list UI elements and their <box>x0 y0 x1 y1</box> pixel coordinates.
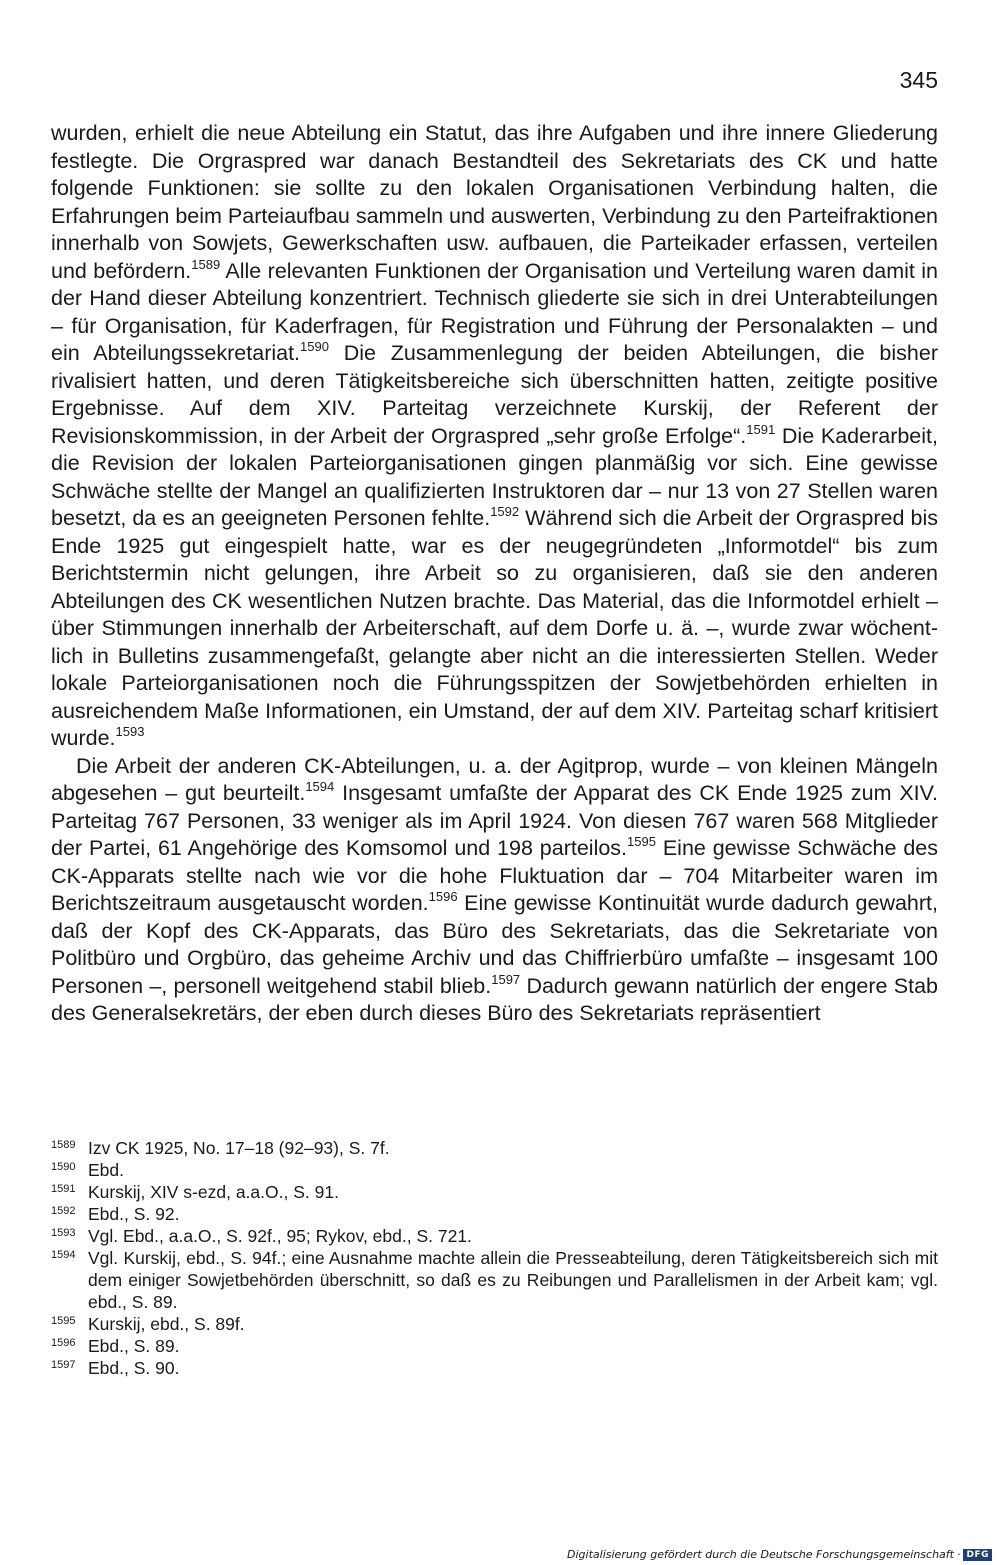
text-segment: Eine gewisse Schwäche des CK-Apparats stellte nach wie vor die hohe Fluktuation dar – 704 Mitarbeiter waren im Berichtszeitraum ausgetauscht worden. <box>51 836 938 915</box>
text-segment: Alle relevanten Funktionen der Organisation und Verteilung waren damit in der Hand dieser Abteilung konzentriert. Technisch gliederte sie sich in drei Unterabteilungen – für Organisation, für Kaderfragen, für Registration und Führung der Personalakten – und ein Abteilungssekretariat. <box>51 258 938 365</box>
footnote-reference: 1589 <box>191 256 221 272</box>
text-segment: Die Arbeit der anderen CK-Abteilungen, u. a. der Agitprop, wurde – von kleinen Mängeln abgesehen – gut beurteilt. <box>51 753 938 805</box>
text-segment: wurden, erhielt die neue Abteilung ein Statut, das ihre Aufgaben und ihre innere Gliederung festlegte. Die Orgraspred war danach Bestandteil des Sekretariats des CK und hatte folgende Funktionen: sie sollte zu den lokalen Organisationen Verbindung halten, die Erfahrungen beim Parteiaufbau sammeln und auswerten, Verbindung zu den Parteifraktionen innerhalb von Sowjets, Gewerkschaften usw. aufbauen, die Parteikader erfassen, verteilen und befördern. <box>51 121 938 283</box>
footnote-text: Kurskij, ebd., S. 89f. <box>88 1314 245 1334</box>
footnote-reference: 1590 <box>300 339 329 354</box>
footnote-number: 1595 <box>51 1315 76 1327</box>
footnote-number: 1589 <box>51 1139 76 1151</box>
footnote-text: Ebd., S. 89. <box>88 1336 180 1356</box>
footnote-number: 1592 <box>51 1205 76 1217</box>
footnote-number: 1591 <box>51 1183 76 1195</box>
footnote <box>51 1357 938 1379</box>
text-segment: Eine gewisse Kontinuität wurde dadurch gewahrt, daß der Kopf des CK-Apparats, das Büro des Sekretariats, das die Sekretariate von Politbüro und Orgbüro, das geheime Archiv und das Chiffrierbüro umfaßte – insgesamt 100 Personen –, personell weitgehend stabil blieb. <box>51 891 938 998</box>
footnote <box>51 1137 938 1159</box>
footnote <box>51 1313 938 1335</box>
footnote <box>51 1181 938 1203</box>
page-number: 345 <box>899 67 938 93</box>
footnote-reference: 1596 <box>428 889 458 904</box>
footnote-text: Vgl. Kurskij, ebd., S. 94f.; eine Ausnahme machte allein die Presseabteilung, deren Tätigkeitsbereich sich mit dem einiger Sowjetbehörden überschnitt, so daß es zu Reibungen und Parallelismen in der Arbeit kam; vgl. ebd., S. 89. <box>88 1248 938 1312</box>
footnote-reference: 1594 <box>305 779 335 794</box>
footnotes-section <box>51 1137 938 1379</box>
footnote-number: 1590 <box>51 1161 76 1173</box>
footnote-text: Kurskij, XIV s-ezd, a.a.O., S. 91. <box>88 1182 339 1202</box>
credit-text: Digitalisierung gefördert durch die Deutsche Forschungsgemeinschaft <box>567 1548 954 1561</box>
dfg-logo-icon: DFG <box>963 1549 992 1561</box>
paragraph <box>51 753 938 1028</box>
text-segment: Die Zusammenlegung der beiden Abteilungen, die bisher rivalisiert hatten, und deren Tätigkeitsbereiche sich überschnitten hatten, zeitigte positive Ergebnisse. Auf dem XIV. Parteitag verzeichnete Kurskij, der Referent der Revisionskommission, in der Arbeit der Orgraspred „sehr große Erfolge“. <box>51 341 938 448</box>
footnote <box>51 1159 938 1181</box>
footnote <box>51 1225 938 1247</box>
footnote-reference: 1592 <box>490 504 520 519</box>
paragraph <box>51 120 938 753</box>
footnote <box>51 1335 938 1357</box>
footnote <box>51 1203 938 1225</box>
text-segment: Die Kaderarbeit, die Revision der lokalen Parteiorganisationen gingen planmäßig vor sich. Eine gewisse Schwäche stellte der Mangel an qualifizierten Instruktoren dar – nur 13 von 27 Stellen waren besetzt, da es an geeigneten Personen fehlte. <box>51 423 938 530</box>
footnote-number: 1594 <box>51 1249 76 1261</box>
body-text <box>51 120 938 1028</box>
footnote-text: Ebd., S. 90. <box>88 1358 180 1378</box>
digitization-credit: Digitalisierung gefördert durch die Deutsche Forschungsgemeinschaft · DFG <box>567 1548 992 1561</box>
text-segment: Insgesamt umfaßte der Apparat des CK Ende 1925 zum XIV. Parteitag 767 Personen, 33 weniger als im April 1924. Von diesen 767 waren 568 Mitglieder der Partei, 61 Angehörige des Komsomol und 198 parteilos. <box>51 781 938 860</box>
footnote-reference: 1597 <box>491 971 521 987</box>
footnote-text: Ebd. <box>88 1160 124 1180</box>
footnote-number: 1593 <box>51 1227 76 1239</box>
footnote-text: Vgl. Ebd., a.a.O., S. 92f., 95; Rykov, ebd., S. 721. <box>88 1226 472 1246</box>
text-segment: Während sich die Arbeit der Orgraspred bis Ende 1925 gut eingespielt hatte, war es der neugegründeten „Informotdel“ bis zum Berichtstermin nicht gelungen, ihre Arbeit so zu organisieren, daß sie den anderen Abteilungen des CK wesentlichen Nutzen brachte. Das Material, das die Informotdel erhielt – über Stimmungen innerhalb der Arbeiterschaft, auf dem Dorfe u. ä. –, wurde zwar wöchentlich in Bulletins zusammengefaßt, gelangte aber nicht an die interessierten Stellen. Weder lokale Parteiorganisationen noch die Führungsspitzen der Sowjetbehörden erhielten in ausreichendem Maße Informationen, ein Umstand, der auf dem XIV. Parteitag scharf kritisiert wurde. <box>51 506 938 750</box>
footnote-number: 1597 <box>51 1359 76 1371</box>
text-segment: Dadurch gewann natürlich der engere Stab des Generalsekretärs, der eben durch dieses Büro des Sekretariats repräsentiert <box>51 973 938 1025</box>
footnote-text: Izv CK 1925, No. 17–18 (92–93), S. 7f. <box>88 1138 390 1158</box>
footnote-reference: 1591 <box>746 421 776 437</box>
footnote <box>51 1247 938 1313</box>
footnote-text: Ebd., S. 92. <box>88 1204 180 1224</box>
footnote-reference: 1595 <box>627 834 656 849</box>
footnote-reference: 1593 <box>115 724 145 739</box>
footnote-number: 1596 <box>51 1337 76 1349</box>
